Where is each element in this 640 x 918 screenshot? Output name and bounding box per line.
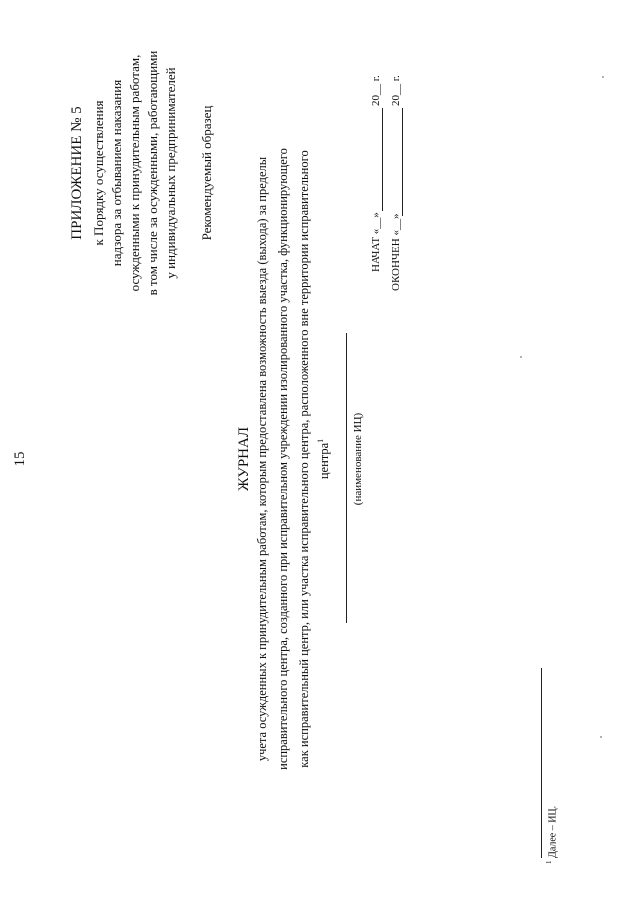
ended-date-line xyxy=(402,108,403,216)
journal-last-line xyxy=(316,0,332,918)
appendix-title: ПРИЛОЖЕНИЕ № 5 xyxy=(69,106,85,240)
appendix-line: в том числе за осужденными, работающими xyxy=(145,50,160,296)
scan-speck xyxy=(600,736,602,738)
ended-year: 20__ г. xyxy=(390,75,402,106)
institution-caption: (наименование ИЦ) xyxy=(352,412,364,506)
footnote xyxy=(545,806,558,864)
journal-line: как исправительный центр, или участка исправительного центра, расположенного вне территории исправительного xyxy=(297,150,311,768)
recommended-sample: Рекомендуемый образец xyxy=(199,105,214,241)
appendix-line: надзора за отбыванием наказания xyxy=(109,79,124,267)
appendix-line: к Порядку осуществления xyxy=(91,100,106,246)
institution-name-line xyxy=(346,333,347,623)
footnote-number: 1 xyxy=(545,860,553,864)
appendix-line: у индивидуальных предпринимателей xyxy=(163,67,178,279)
journal-last-word: центра xyxy=(317,442,332,480)
footnote-mark: 1 xyxy=(316,438,325,443)
journal-title: ЖУРНАЛ xyxy=(236,426,252,492)
started-year: 20__ г. xyxy=(370,75,382,106)
started-date-line xyxy=(382,108,383,211)
appendix-line: осужденными к принудительным работам, xyxy=(127,54,142,292)
started-label: НАЧАТ «__» xyxy=(370,212,382,272)
ended-label: ОКОНЧЕН «__» xyxy=(390,213,402,291)
page-number: 15 xyxy=(12,451,28,467)
journal-line: исправительного центра, созданного при исправительном учреждении изолированного участка, функционирующего xyxy=(276,148,290,770)
footnote-separator xyxy=(541,668,542,858)
journal-line: учета осужденных к принудительным работам, которым предоставлена возможность выезда (выхода) за пределы xyxy=(255,156,269,762)
scan-speck xyxy=(602,76,604,78)
scan-speck xyxy=(520,356,522,358)
footnote-text: Далее – ИЦ. xyxy=(547,805,559,858)
